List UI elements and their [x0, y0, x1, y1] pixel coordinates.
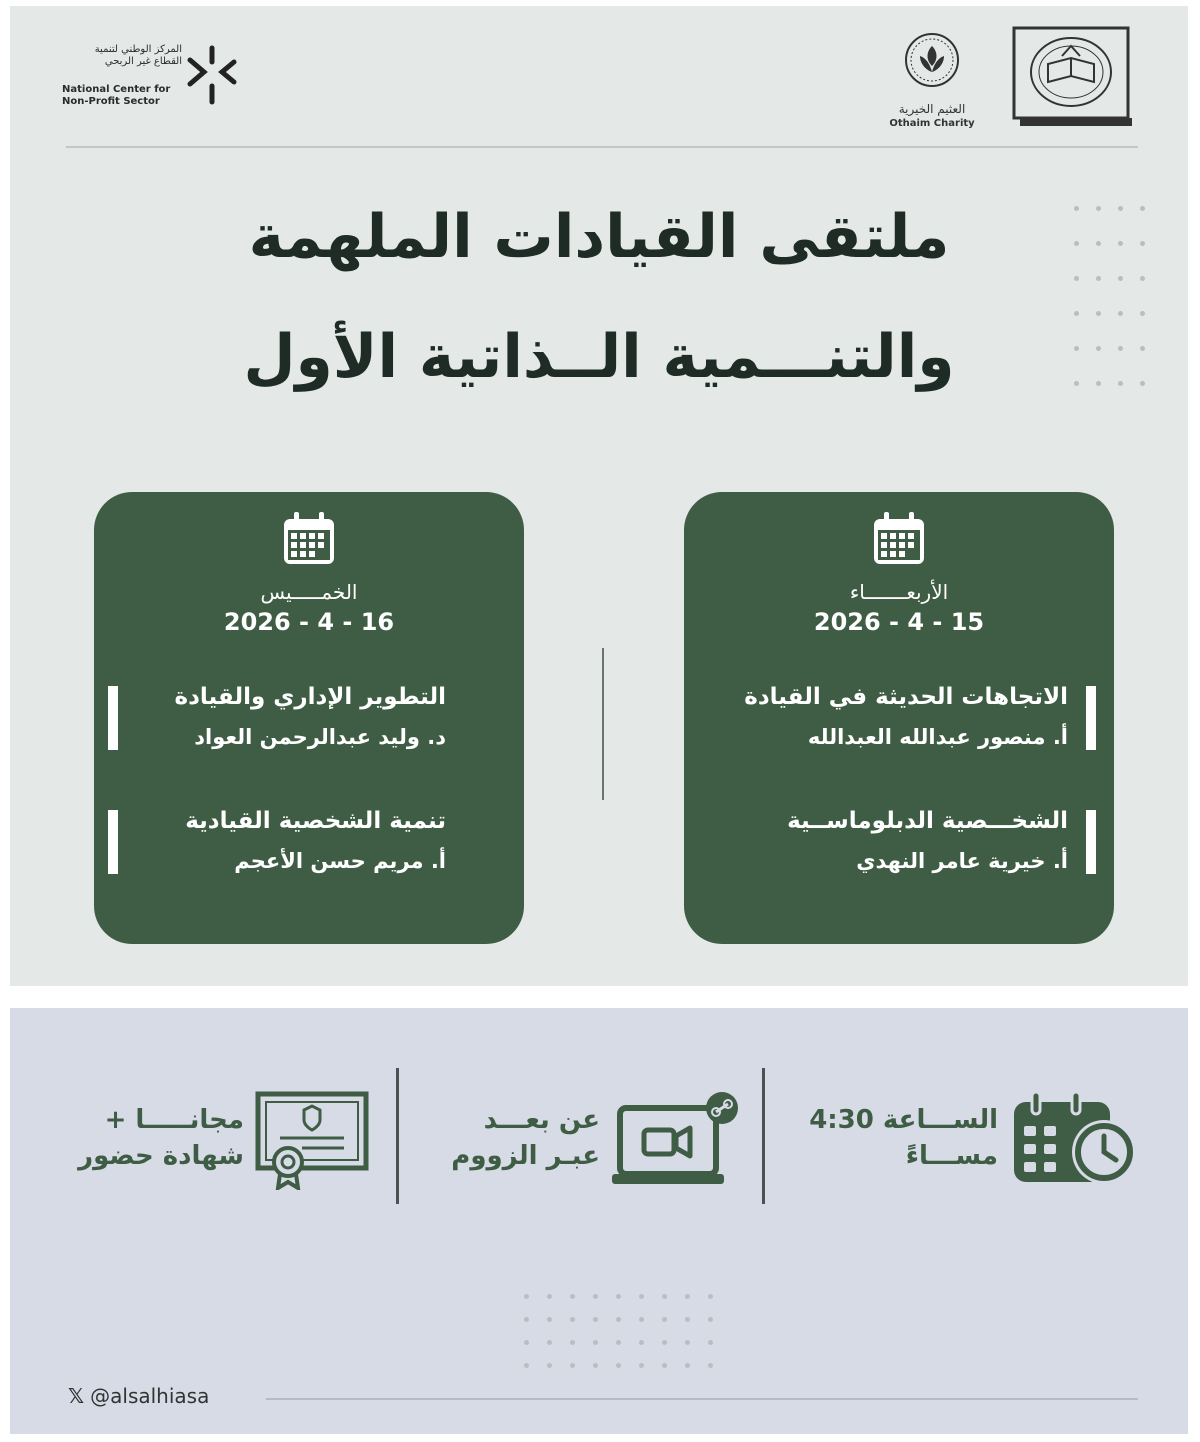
decorative-dot	[524, 1340, 529, 1345]
session-item	[94, 682, 468, 752]
event-poster	[10, 6, 1188, 1434]
session-item	[702, 682, 1096, 752]
session-bar	[108, 810, 118, 874]
cards-divider	[602, 648, 604, 800]
decorative-dot	[708, 1317, 713, 1322]
time-info	[770, 1102, 998, 1174]
session-speaker: أ. منصور عبدالله العبدالله	[807, 725, 1068, 749]
event-title-line1: ملتقى القيادات الملهمة	[248, 202, 950, 272]
decorative-dot	[593, 1294, 598, 1299]
ncnp-name-en-line2: Non-Profit Sector	[62, 96, 160, 107]
decorative-dot	[616, 1363, 621, 1368]
othaim-logo-icon	[904, 32, 960, 88]
decorative-dot	[547, 1294, 552, 1299]
othaim-name-en: Othaim Charity	[889, 118, 975, 129]
decorative-dot	[708, 1340, 713, 1345]
laptop-video-icon	[610, 1090, 740, 1190]
decorative-dot	[662, 1363, 667, 1368]
othaim-logo	[882, 32, 982, 132]
time-line1: الســـاعة 4:30	[809, 1105, 998, 1135]
decorative-dot	[639, 1317, 644, 1322]
decorative-dot	[662, 1340, 667, 1345]
decorative-dot	[685, 1294, 690, 1299]
mode-line2: عبـر الزووم	[451, 1141, 600, 1171]
decorative-dot	[685, 1317, 690, 1322]
decorative-dot	[662, 1317, 667, 1322]
decorative-dot	[547, 1340, 552, 1345]
decorative-dot	[524, 1294, 529, 1299]
ncnp-logo-icon	[182, 44, 242, 108]
day-date: 2026 - 4 - 15	[813, 608, 985, 636]
mode-line1: عن بعـــد	[483, 1105, 600, 1135]
decorative-dot	[524, 1363, 529, 1368]
decorative-dot	[570, 1294, 575, 1299]
decorative-dot	[593, 1317, 598, 1322]
decorative-dot	[1118, 276, 1123, 281]
decorative-dot	[639, 1294, 644, 1299]
decorative-dot	[1140, 311, 1145, 316]
info-divider	[762, 1068, 765, 1204]
decorative-dot	[593, 1363, 598, 1368]
decorative-dot	[616, 1294, 621, 1299]
decorative-dot	[524, 1317, 529, 1322]
social-handle-text: @alsalhiasa	[90, 1384, 210, 1408]
session-bar	[1086, 686, 1096, 750]
decorative-dot	[570, 1340, 575, 1345]
society-seal-icon	[1010, 26, 1136, 128]
session-topic: الشخـــصية الدبلوماســية	[787, 808, 1068, 834]
decorative-dot	[547, 1363, 552, 1368]
session-speaker: أ. خيرية عامر النهدي	[856, 849, 1068, 873]
header-divider	[66, 146, 1138, 148]
decorative-dot	[616, 1340, 621, 1345]
decorative-dot	[1118, 311, 1123, 316]
session-bar	[108, 686, 118, 750]
certificate-icon	[254, 1090, 370, 1190]
decorative-dot	[639, 1363, 644, 1368]
info-divider	[396, 1068, 399, 1204]
calendar-icon	[870, 510, 928, 568]
decorative-dot	[1096, 276, 1101, 281]
session-speaker: د. وليد عبدالرحمن العواد	[194, 725, 446, 749]
time-line2: مســـاءً	[905, 1141, 998, 1171]
calendar-clock-icon	[1010, 1090, 1140, 1186]
cost-info	[54, 1102, 244, 1174]
decorative-dot	[708, 1363, 713, 1368]
session-topic: تنمية الشخصية القيادية	[185, 808, 446, 834]
decorative-dot	[1140, 276, 1145, 281]
session-topic: التطوير الإداري والقيادة	[174, 684, 446, 710]
decorative-dot	[1074, 276, 1079, 281]
session-item	[702, 806, 1096, 876]
ncnp-name-ar-line2: القطاع غير الربحي	[104, 56, 182, 67]
decorative-dots-bottom	[524, 1294, 714, 1374]
ncnp-name-ar-line1: المركز الوطني لتنمية	[94, 44, 182, 55]
ncnp-name-en-line1: National Center for	[62, 84, 171, 95]
decorative-dot	[616, 1317, 621, 1322]
decorative-dot	[570, 1363, 575, 1368]
decorative-dot	[1096, 311, 1101, 316]
decorative-dot	[547, 1317, 552, 1322]
cost-line2: شهادة حضور	[78, 1141, 244, 1171]
calendar-icon	[280, 510, 338, 568]
ncnp-name-en	[62, 84, 182, 108]
decorative-dot	[639, 1340, 644, 1345]
day-card-thursday	[94, 492, 524, 944]
event-title-line2: والتنـــمية الــذاتية الأول	[243, 322, 955, 392]
session-speaker: أ. مريم حسن الأعجم	[234, 849, 446, 873]
mode-info	[400, 1102, 600, 1174]
ncnp-logo	[62, 44, 242, 114]
session-topic: الاتجاهات الحديثة في القيادة	[744, 684, 1068, 710]
session-item	[94, 806, 468, 876]
othaim-name-ar: العثيم الخيرية	[898, 102, 966, 116]
decorative-dot	[570, 1317, 575, 1322]
decorative-dot	[662, 1294, 667, 1299]
day-card-wednesday	[684, 492, 1114, 944]
decorative-dot	[593, 1340, 598, 1345]
decorative-dot	[708, 1294, 713, 1299]
day-name: الأربعـــــــاء	[849, 580, 949, 604]
decorative-dot	[685, 1340, 690, 1345]
social-handle[interactable]	[68, 1384, 209, 1408]
decorative-dot	[685, 1363, 690, 1368]
day-date: 2026 - 4 - 16	[223, 608, 395, 636]
session-bar	[1086, 810, 1096, 874]
footer-divider	[266, 1398, 1138, 1400]
day-name: الخمـــــيس	[260, 580, 358, 604]
ncnp-name-ar	[62, 44, 182, 68]
decorative-dot	[1074, 311, 1079, 316]
x-logo-icon: 𝕏	[68, 1384, 85, 1408]
cost-line1: مجانـــــا +	[104, 1105, 244, 1135]
